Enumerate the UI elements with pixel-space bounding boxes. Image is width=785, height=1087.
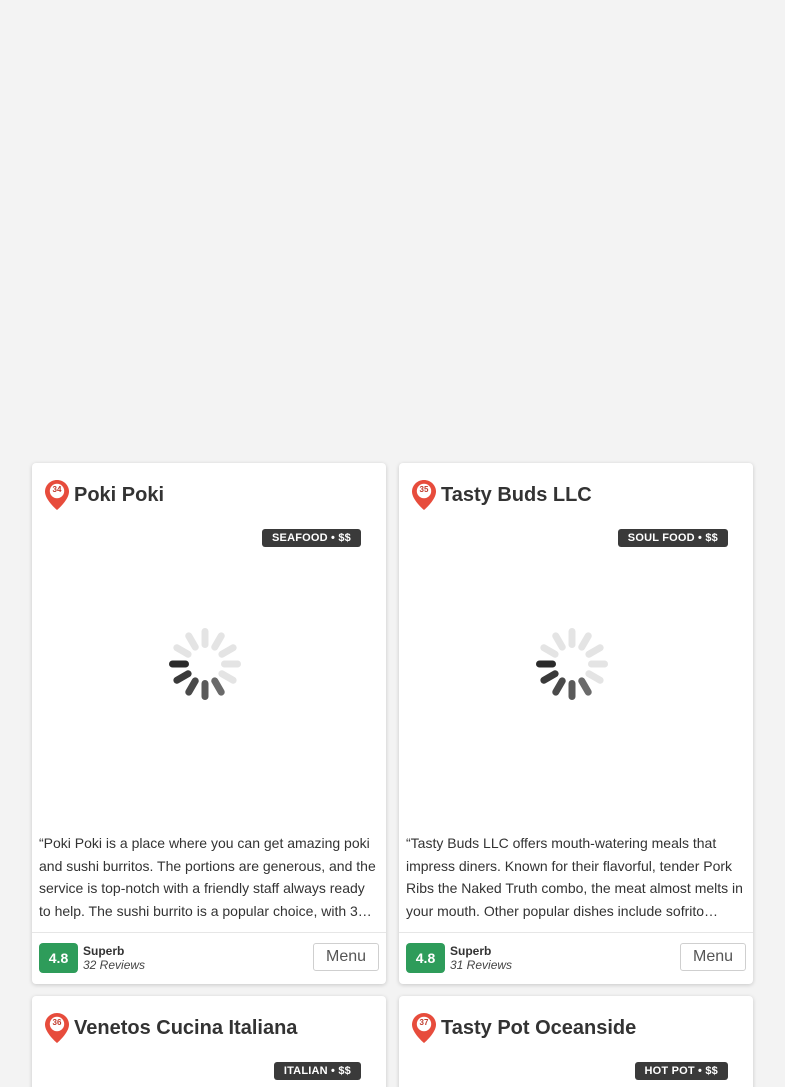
map-pin-icon (44, 1012, 70, 1044)
restaurant-name[interactable]: Venetos Cucina Italiana (74, 1016, 298, 1039)
category-badge: ITALIAN • $$ (274, 1062, 361, 1080)
card-header (44, 1012, 297, 1044)
loading-spinner-icon (534, 626, 610, 702)
restaurant-card[interactable] (399, 463, 753, 984)
rank-number: 35 (419, 485, 429, 494)
card-header (44, 479, 164, 511)
rating-score: 4.8 (406, 943, 445, 973)
category-badge: SOUL FOOD • $$ (618, 529, 728, 547)
category-badge: SEAFOOD • $$ (262, 529, 361, 547)
loading-spinner-icon (167, 626, 243, 702)
menu-button[interactable]: Menu (680, 943, 746, 971)
review-count[interactable]: 31 Reviews (450, 958, 513, 972)
restaurant-card[interactable] (32, 996, 386, 1087)
card-header (411, 1012, 636, 1044)
menu-button[interactable]: Menu (313, 943, 379, 971)
restaurant-card[interactable] (399, 996, 753, 1087)
review-snippet: “Tasty Buds LLC offers mouth-watering meals that impress diners. Known for their flavorful, tender Pork Ribs the Naked Truth combo, the meat almost melts in your mouth. Other popular dishes include sofrito… (406, 835, 743, 919)
category-badge: HOT POT • $$ (635, 1062, 729, 1080)
rating-verdict: Superb (450, 944, 492, 958)
rating-verdict: Superb (83, 944, 125, 958)
map-pin-icon (44, 479, 70, 511)
restaurant-name[interactable]: Tasty Pot Oceanside (441, 1016, 637, 1039)
map-pin-icon (411, 479, 437, 511)
restaurant-name[interactable]: Poki Poki (74, 483, 165, 506)
card-footer (32, 932, 386, 984)
rank-number: 34 (52, 485, 62, 494)
review-snippet: “Poki Poki is a place where you can get amazing poki and sushi burritos. The portions are generous, and the service is top-notch with a friendly staff always ready to help. The sushi burrito is a popular choice, with 3… (39, 835, 376, 919)
rank-number: 37 (419, 1018, 429, 1027)
card-footer (399, 932, 753, 984)
restaurant-card[interactable] (32, 463, 386, 984)
restaurant-name[interactable]: Tasty Buds LLC (441, 483, 592, 506)
card-header (411, 479, 592, 511)
rating-score: 4.8 (39, 943, 78, 973)
map-pin-icon (411, 1012, 437, 1044)
rank-number: 36 (52, 1018, 62, 1027)
review-count[interactable]: 32 Reviews (83, 958, 146, 972)
